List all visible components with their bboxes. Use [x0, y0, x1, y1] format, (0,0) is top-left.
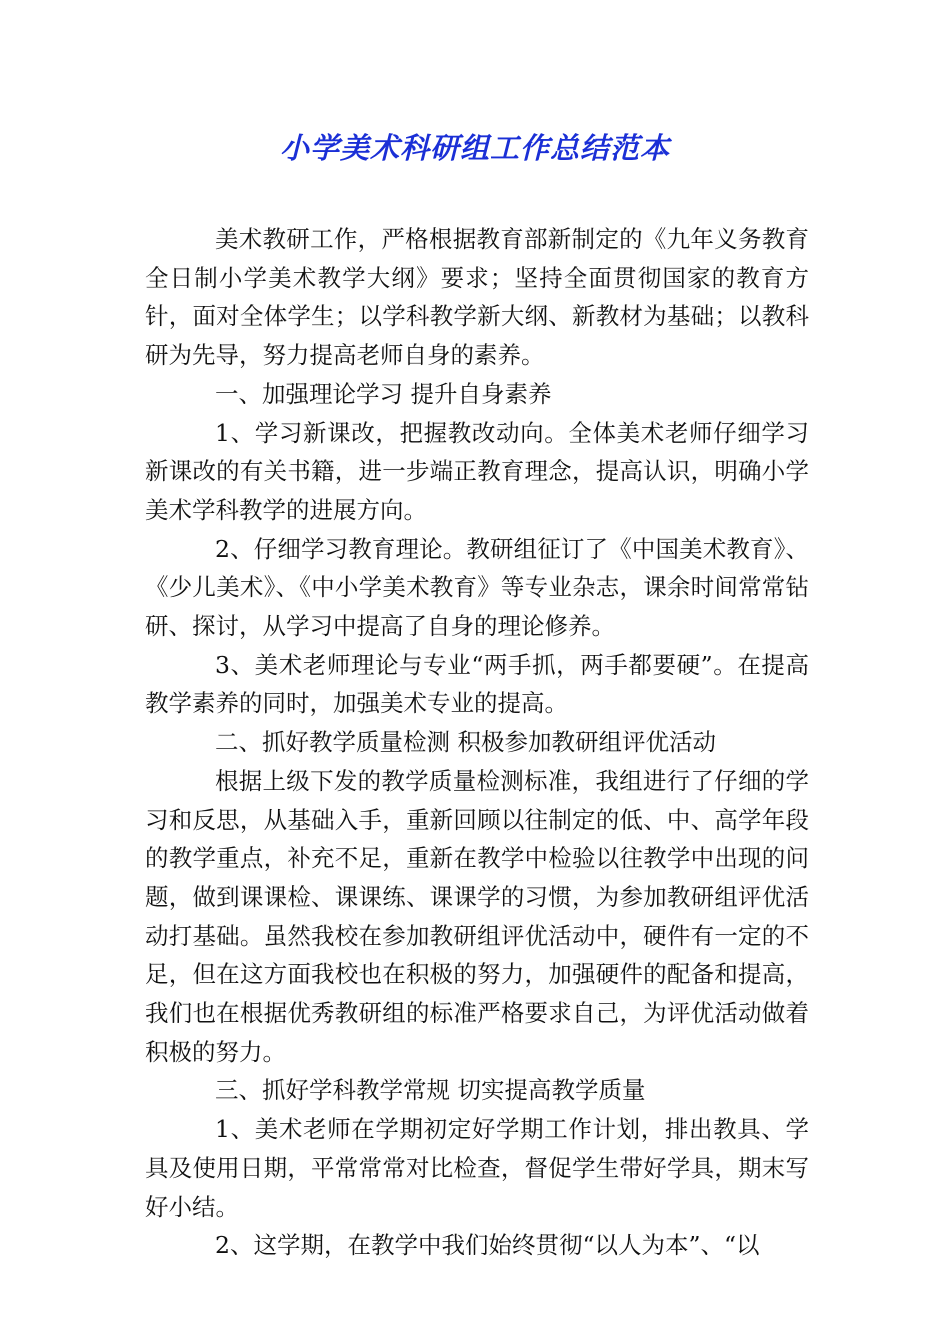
document-title: 小学美术科研组工作总结范本 — [279, 131, 670, 165]
paragraph-3-1: 1、美术老师在学期初定好学期工作计划，排出教具、学具及使用日期，平常常常对比检查，督促学生带好学具，期末写好小结。 — [145, 1115, 809, 1221]
heading-section-2: 二、抓好教学质量检测 积极参加教研组评优活动 — [215, 728, 716, 757]
paragraph-2-1: 根据上级下发的教学质量检测标准，我组进行了仔细的学习和反思，从基础入手，重新回顾以往制定的低、中、高学年段的教学重点，补充不足，重新在教学中检验以往教学中出现的问题，做到课课检、课课练、课课学的习惯，为参加教研组评优活动打基础。虽然我校在参加教研组评优活动中，硬件有一定的不足，但在这方面我校也在积极的努力，加强硬件的配备和提高，我们也在根据优秀教研组的标准严格要求自己，为评优活动做着积极的努力。 — [145, 766, 809, 1066]
paragraph-1-2: 2、仔细学习教育理论。教研组征订了《中国美术教育》、《少儿美术》、《中小学美术教育》等专业杂志，课余时间常常钻研、探讨，从学习中提高了自身的理论修养。 — [145, 534, 809, 641]
heading-section-3: 三、抓好学科教学常规 切实提高教学质量 — [215, 1076, 646, 1105]
paragraph-3-2: 2、这学期，在教学中我们始终贯彻“以人为本”、“以 — [215, 1231, 760, 1260]
heading-section-1: 一、加强理论学习 提升自身素养 — [215, 379, 552, 408]
paragraph-1-1: 1、学习新课改，把握教改动向。全体美术老师仔细学习新课改的有关书籍，进一步端正教育理念，提高认识，明确小学美术学科教学的进展方向。 — [145, 418, 809, 524]
paragraph-1-3: 3、美术老师理论与专业“两手抓，两手都要硬”。在提高教学素养的同时，加强美术专业的提高。 — [145, 650, 809, 718]
document-body — [145, 220, 809, 1265]
paragraph-intro: 美术教研工作，严格根据教育部新制定的《九年义务教育全日制小学美术教学大纲》要求；坚持全面贯彻国家的教育方针，面对全体学生；以学科教学新大纲、新教材为基础；以教科研为先导，努力提高老师自身的素养。 — [145, 225, 809, 370]
